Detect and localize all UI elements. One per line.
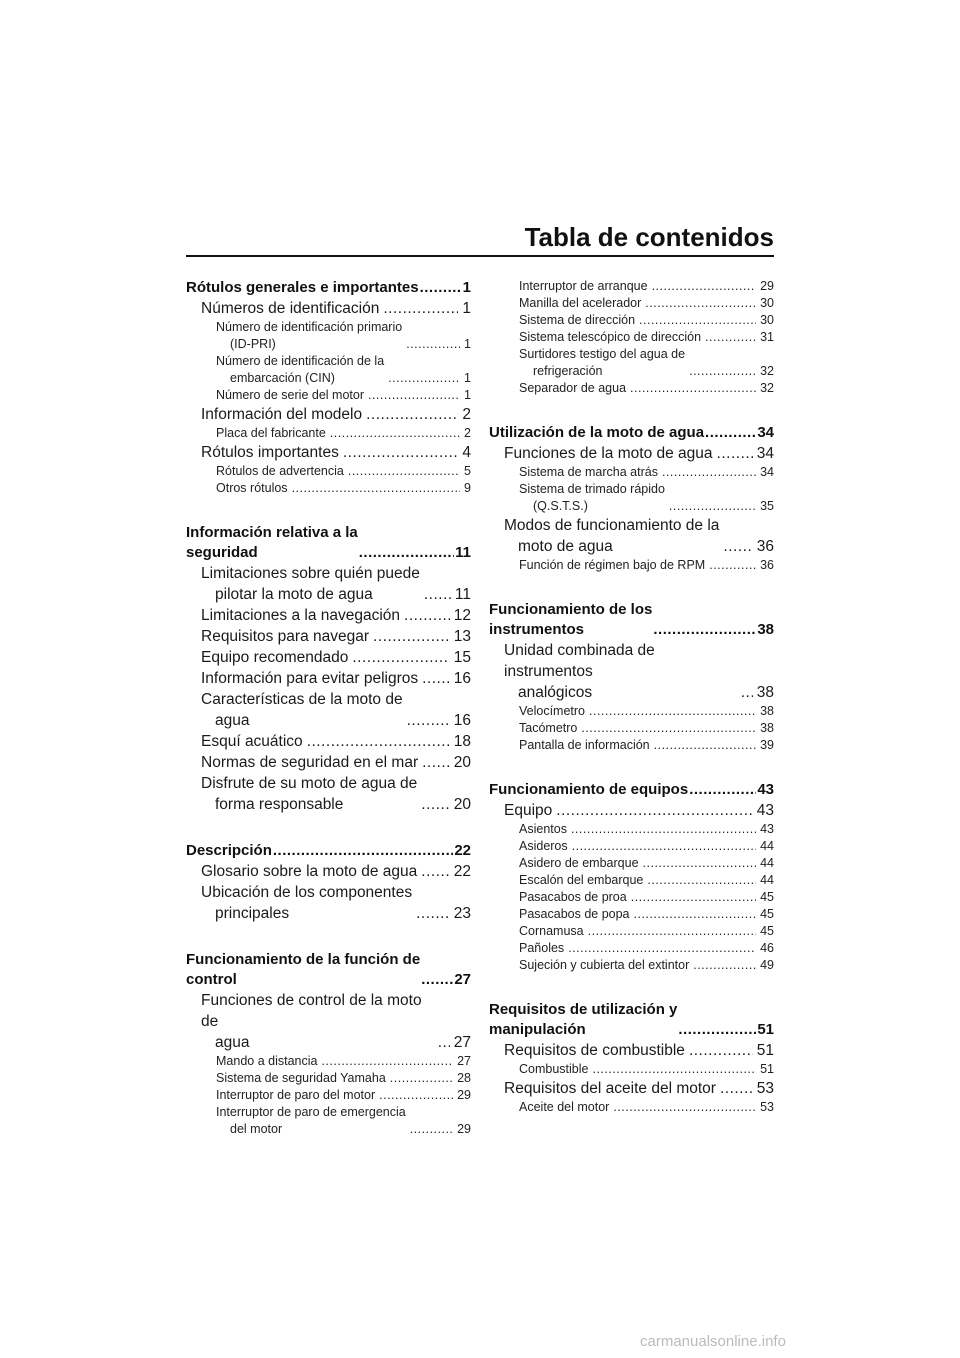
toc-entry-title: Rótulos de advertencia (216, 464, 344, 478)
toc-leader-dots (639, 312, 756, 329)
toc-page-number: 45 (760, 907, 774, 921)
toc-page-number: 27 (457, 1054, 471, 1068)
toc-leader-dots (421, 794, 449, 815)
toc-entry[interactable] (489, 464, 774, 481)
toc-entry-title: Requisitos para navegar (201, 628, 370, 645)
toc-page-number: 34 (757, 424, 774, 441)
toc-entry-title: Información relativa a la seguridad (186, 524, 358, 561)
toc-page-number: 20 (453, 796, 471, 813)
toc-leader-dots (388, 370, 460, 387)
toc-entry[interactable] (489, 780, 774, 800)
toc-leader-dots (273, 841, 453, 861)
toc-page-number: 35 (760, 499, 774, 513)
toc-entry[interactable] (489, 278, 774, 295)
toc-entry-title: Números de identificación (201, 300, 380, 317)
toc-entry-title: Separador de agua (519, 381, 627, 395)
toc-leader-dots (330, 425, 460, 442)
toc-leader-dots (307, 731, 450, 752)
toc-page-number: 27 (453, 1034, 471, 1051)
toc-entry[interactable] (489, 557, 774, 574)
toc-page-number: 34 (760, 465, 774, 479)
toc-leader-dots (581, 720, 756, 737)
toc-entry-title: Número de serie del motor (216, 388, 364, 402)
toc-entry-title: Equipo recomendado (201, 649, 349, 666)
toc-page-number: 1 (462, 300, 471, 317)
toc-entry[interactable] (489, 821, 774, 838)
toc-leader-dots (366, 404, 458, 425)
toc-entry-title: Asideros (519, 839, 568, 853)
toc-entry[interactable] (489, 957, 774, 974)
toc-page-number: 38 (756, 684, 774, 701)
toc-entry-title: Limitaciones sobre quién puede pilotar la moto de agua (201, 565, 420, 603)
toc-entry[interactable] (489, 855, 774, 872)
toc-entry-title: Características de la moto de agua (201, 691, 403, 729)
toc-entry[interactable] (186, 626, 471, 647)
toc-page-number: 53 (760, 1100, 774, 1114)
toc-page-number: 29 (457, 1088, 471, 1102)
toc-entry-title: Placa del fabricante (216, 426, 326, 440)
toc-leader-dots (689, 1040, 753, 1061)
toc-entry[interactable] (186, 425, 471, 442)
toc-leader-dots (645, 295, 756, 312)
toc-entry-title: Normas de seguridad en el mar (201, 754, 419, 771)
toc-leader-dots (654, 737, 756, 754)
toc-entry[interactable] (489, 346, 774, 380)
toc-entry-title: Información para evitar peligros (201, 670, 419, 687)
toc-leader-dots (720, 1078, 753, 1099)
toc-leader-dots (643, 855, 757, 872)
toc-leader-dots (572, 838, 756, 855)
toc-entry[interactable] (489, 872, 774, 889)
toc-entry[interactable] (489, 640, 774, 703)
toc-page-number: 23 (453, 905, 471, 922)
toc-entry[interactable] (186, 841, 471, 861)
toc-leader-dots (368, 387, 460, 404)
toc-page-number: 38 (760, 704, 774, 718)
toc-leader-dots (321, 1053, 453, 1070)
page-title: Tabla de contenidos (524, 222, 774, 252)
toc-entry[interactable] (489, 1099, 774, 1116)
toc-leader-dots (678, 1020, 756, 1040)
toc-page-number: 38 (757, 621, 774, 638)
toc-entry-title: Requisitos de combustible (504, 1042, 685, 1059)
toc-leader-dots (359, 543, 454, 563)
toc-entry[interactable] (186, 689, 471, 731)
toc-entry[interactable] (489, 312, 774, 329)
toc-page-number: 20 (453, 754, 471, 771)
toc-entry-title: Requisitos de utilización y manipulación (489, 1001, 678, 1038)
toc-page-number: 46 (760, 941, 774, 955)
toc-entry-title: Tacómetro (519, 721, 578, 735)
toc-page-number: 34 (756, 445, 774, 462)
toc-entry-title: Función de régimen bajo de RPM (519, 558, 706, 572)
toc-entry[interactable] (489, 380, 774, 397)
toc-page-number: 29 (760, 279, 774, 293)
toc-entry-title: Funcionamiento de la función de control (186, 951, 421, 988)
toc-page-number: 1 (462, 279, 471, 296)
toc-page-number: 22 (454, 842, 471, 859)
toc-entry-title: Limitaciones a la navegación (201, 607, 401, 624)
toc-entry-title: Ubicación de los componentes principales (201, 884, 413, 922)
toc-entry[interactable] (186, 882, 471, 924)
toc-entry[interactable] (186, 480, 471, 497)
toc-page-number: 4 (462, 444, 471, 461)
toc-entry-title: Unidad combinada de instrumentos analógicos (504, 642, 655, 701)
toc-entry[interactable] (186, 1087, 471, 1104)
toc-page-number: 38 (760, 721, 774, 735)
toc-entry[interactable] (489, 295, 774, 312)
toc-leader-dots (422, 668, 450, 689)
toc-entry-title: Número de identificación primario (ID-PRI) (216, 320, 403, 351)
toc-entry[interactable] (186, 668, 471, 689)
toc-entry[interactable] (489, 838, 774, 855)
toc-entry-title: Pantalla de información (519, 738, 650, 752)
toc-entry[interactable] (489, 329, 774, 346)
toc-page-number: 12 (453, 607, 471, 624)
toc-page-number: 43 (756, 802, 774, 819)
toc-leader-dots (693, 957, 756, 974)
toc-page-number: 51 (760, 1062, 774, 1076)
toc-leader-dots (723, 536, 752, 557)
toc-page-number: 44 (760, 873, 774, 887)
toc-entry[interactable] (186, 298, 471, 319)
toc-entry[interactable] (489, 889, 774, 906)
toc-page-number: 30 (760, 313, 774, 327)
toc-leader-dots (630, 380, 756, 397)
toc-entry[interactable] (186, 647, 471, 668)
toc-leader-dots (717, 443, 753, 464)
toc-page-number: 43 (757, 781, 774, 798)
toc-page-number: 28 (457, 1071, 471, 1085)
toc-entry[interactable] (186, 861, 471, 882)
toc-entry-title: Pasacabos de proa (519, 890, 627, 904)
toc-page-number: 11 (454, 586, 471, 603)
toc-entry[interactable] (186, 1104, 471, 1138)
toc-entry[interactable] (186, 752, 471, 773)
toc-entry-title: Combustible (519, 1062, 589, 1076)
toc-entry-title: Pañoles (519, 941, 565, 955)
toc-entry-title: Utilización de la moto de agua (489, 424, 705, 441)
toc-entry-title: Velocímetro (519, 704, 586, 718)
toc-entry[interactable] (489, 481, 774, 515)
toc-page-number: 53 (756, 1080, 774, 1097)
toc-entry-title: Glosario sobre la moto de agua (201, 863, 418, 880)
toc-entry[interactable] (186, 731, 471, 752)
toc-entry-title: Funcionamiento de los instrumentos (489, 601, 653, 638)
toc-page-number: 31 (760, 330, 774, 344)
toc-page-number: 2 (464, 426, 471, 440)
toc-page-number: 45 (760, 890, 774, 904)
toc-entry-title: Sujeción y cubierta del extintor (519, 958, 690, 972)
toc-leader-dots (556, 800, 752, 821)
toc-entry-title: Pasacabos de popa (519, 907, 630, 921)
toc-entry-title: Aceite del motor (519, 1100, 610, 1114)
toc-leader-dots (424, 584, 451, 605)
toc-leader-dots (647, 872, 756, 889)
toc-leader-dots (348, 463, 460, 480)
toc-entry[interactable] (489, 906, 774, 923)
toc-entry-title: Cornamusa (519, 924, 584, 938)
toc-entry-title: Información del modelo (201, 406, 363, 423)
toc-page-number: 49 (760, 958, 774, 972)
toc-leader-dots (669, 498, 756, 515)
toc-entry[interactable] (186, 387, 471, 404)
toc-entry[interactable] (186, 319, 471, 353)
toc-entry-title: Rótulos importantes (201, 444, 339, 461)
toc-page-number: 15 (453, 649, 471, 666)
toc-page-number: 5 (464, 464, 471, 478)
toc-entry[interactable] (186, 278, 471, 298)
toc-page-number: 39 (760, 738, 774, 752)
toc-entry[interactable] (489, 923, 774, 940)
toc-leader-dots (421, 861, 449, 882)
toc-entry-title: Asientos (519, 822, 567, 836)
toc-leader-dots (404, 605, 450, 626)
toc-entry-title: Funciones de la moto de agua (504, 445, 713, 462)
toc-page-number: 16 (453, 670, 471, 687)
toc-leader-dots (662, 464, 756, 481)
toc-entry-title: Esquí acuático (201, 733, 303, 750)
toc-entry-title: Escalón del embarque (519, 873, 644, 887)
toc-page-number: 9 (464, 481, 471, 495)
toc-leader-dots (741, 682, 753, 703)
toc-entry[interactable] (186, 523, 471, 563)
toc-leader-dots (438, 1032, 450, 1053)
toc-leader-dots (689, 780, 756, 800)
toc-page-number: 13 (453, 628, 471, 645)
toc-entry-title: Asidero de embarque (519, 856, 639, 870)
toc-entry-title: Equipo (504, 802, 553, 819)
toc-page-number: 32 (760, 381, 774, 395)
toc-entry[interactable] (186, 463, 471, 480)
toc-page-number: 36 (756, 538, 774, 555)
toc-leader-dots (390, 1070, 453, 1087)
toc-entry-title: Sistema telescópico de dirección (519, 330, 702, 344)
toc-entry-title: Requisitos del aceite del motor (504, 1080, 716, 1097)
toc-entry[interactable] (186, 404, 471, 425)
toc-entry-title: Funciones de control de la moto de agua (201, 992, 422, 1051)
toc-leader-dots (631, 889, 756, 906)
toc-entry[interactable] (489, 1000, 774, 1040)
toc-entry[interactable] (489, 423, 774, 443)
toc-entry[interactable] (186, 990, 471, 1053)
toc-entry[interactable] (186, 442, 471, 463)
toc-entry-title: Interruptor de paro de emergencia del motor (216, 1105, 406, 1136)
toc-page-number: 36 (760, 558, 774, 572)
toc-page-number: 30 (760, 296, 774, 310)
toc-entry[interactable] (186, 353, 471, 387)
toc-entry-title: Sistema de marcha atrás (519, 465, 658, 479)
toc-leader-dots (383, 298, 458, 319)
toc-page-number: 22 (453, 863, 471, 880)
toc-leader-dots (568, 940, 756, 957)
toc-entry[interactable] (489, 703, 774, 720)
toc-leader-dots (634, 906, 757, 923)
toc-page-number: 51 (756, 1042, 774, 1059)
toc-entry-title: Interruptor de arranque (519, 279, 648, 293)
toc-entry-title: Funcionamiento de equipos (489, 781, 689, 798)
toc-entry-title: Modos de funcionamiento de la moto de agua (504, 517, 720, 555)
toc-right-column (489, 278, 774, 1116)
toc-leader-dots (352, 647, 449, 668)
toc-entry[interactable] (489, 940, 774, 957)
toc-leader-dots (406, 336, 460, 353)
toc-leader-dots (705, 329, 756, 346)
toc-page-number: 16 (453, 712, 471, 729)
toc-leader-dots (420, 278, 462, 298)
toc-leader-dots (613, 1099, 756, 1116)
toc-leader-dots (292, 480, 460, 497)
toc-entry-title: Sistema de dirección (519, 313, 636, 327)
toc-entry[interactable] (186, 605, 471, 626)
toc-entry[interactable] (186, 1070, 471, 1087)
toc-entry[interactable] (489, 737, 774, 754)
toc-entry[interactable] (489, 1078, 774, 1099)
toc-page-number: 32 (760, 364, 774, 378)
toc-leader-dots (689, 363, 756, 380)
toc-leader-dots (379, 1087, 453, 1104)
toc-page-number: 44 (760, 856, 774, 870)
toc-leader-dots (653, 620, 756, 640)
toc-page-number: 18 (453, 733, 471, 750)
toc-entry[interactable] (186, 773, 471, 815)
toc-entry-title: Sistema de trimado rápido (Q.S.T.S.) (519, 482, 665, 513)
toc-leader-dots (709, 557, 756, 574)
toc-leader-dots (705, 423, 756, 443)
toc-leader-dots (343, 442, 459, 463)
toc-page-number: 44 (760, 839, 774, 853)
toc-page-number: 1 (464, 388, 471, 402)
toc-entry[interactable] (186, 950, 471, 990)
toc-leader-dots (571, 821, 756, 838)
toc-entry[interactable] (489, 800, 774, 821)
toc-page-number: 2 (462, 406, 471, 423)
toc-leader-dots (373, 626, 450, 647)
toc-left-column (186, 278, 471, 1138)
toc-leader-dots (422, 752, 450, 773)
toc-leader-dots (416, 903, 450, 924)
toc-entry[interactable] (489, 1061, 774, 1078)
toc-entry[interactable] (489, 515, 774, 557)
toc-entry[interactable] (489, 443, 774, 464)
toc-leader-dots (410, 1121, 453, 1138)
toc-entry-title: Disfrute de su moto de agua de forma responsable (201, 775, 418, 813)
toc-leader-dots (592, 1061, 756, 1078)
toc-entry[interactable] (489, 1040, 774, 1061)
watermark: carmanualsonline.info (640, 1333, 786, 1350)
toc-entry-title: Sistema de seguridad Yamaha (216, 1071, 386, 1085)
toc-entry[interactable] (489, 720, 774, 737)
toc-page-number: 1 (464, 371, 471, 385)
toc-page-number: 45 (760, 924, 774, 938)
toc-entry-title: Otros rótulos (216, 481, 288, 495)
toc-entry-title: Mando a distancia (216, 1054, 318, 1068)
toc-entry-title: Rótulos generales e importantes (186, 279, 419, 296)
toc-entry[interactable] (489, 600, 774, 640)
toc-leader-dots (588, 923, 756, 940)
toc-entry-title: Manilla del acelerador (519, 296, 642, 310)
toc-entry[interactable] (186, 563, 471, 605)
toc-page-number: 27 (454, 971, 471, 988)
toc-leader-dots (589, 703, 756, 720)
toc-entry-title: Número de identificación de la embarcación (CIN) (216, 354, 385, 385)
toc-leader-dots (421, 970, 453, 990)
toc-entry-title: Interruptor de paro del motor (216, 1088, 376, 1102)
toc-leader-dots (407, 710, 450, 731)
toc-page-number: 1 (464, 337, 471, 351)
toc-page-number: 43 (760, 822, 774, 836)
toc-leader-dots (652, 278, 757, 295)
title-rule (186, 255, 774, 257)
toc-page-number: 11 (455, 544, 471, 561)
toc-page-number: 51 (757, 1021, 774, 1038)
toc-entry-title: Descripción (186, 842, 272, 859)
toc-entry-title: Surtidores testigo del agua de refrigeración (519, 347, 686, 378)
toc-page-number: 29 (457, 1122, 471, 1136)
toc-entry[interactable] (186, 1053, 471, 1070)
